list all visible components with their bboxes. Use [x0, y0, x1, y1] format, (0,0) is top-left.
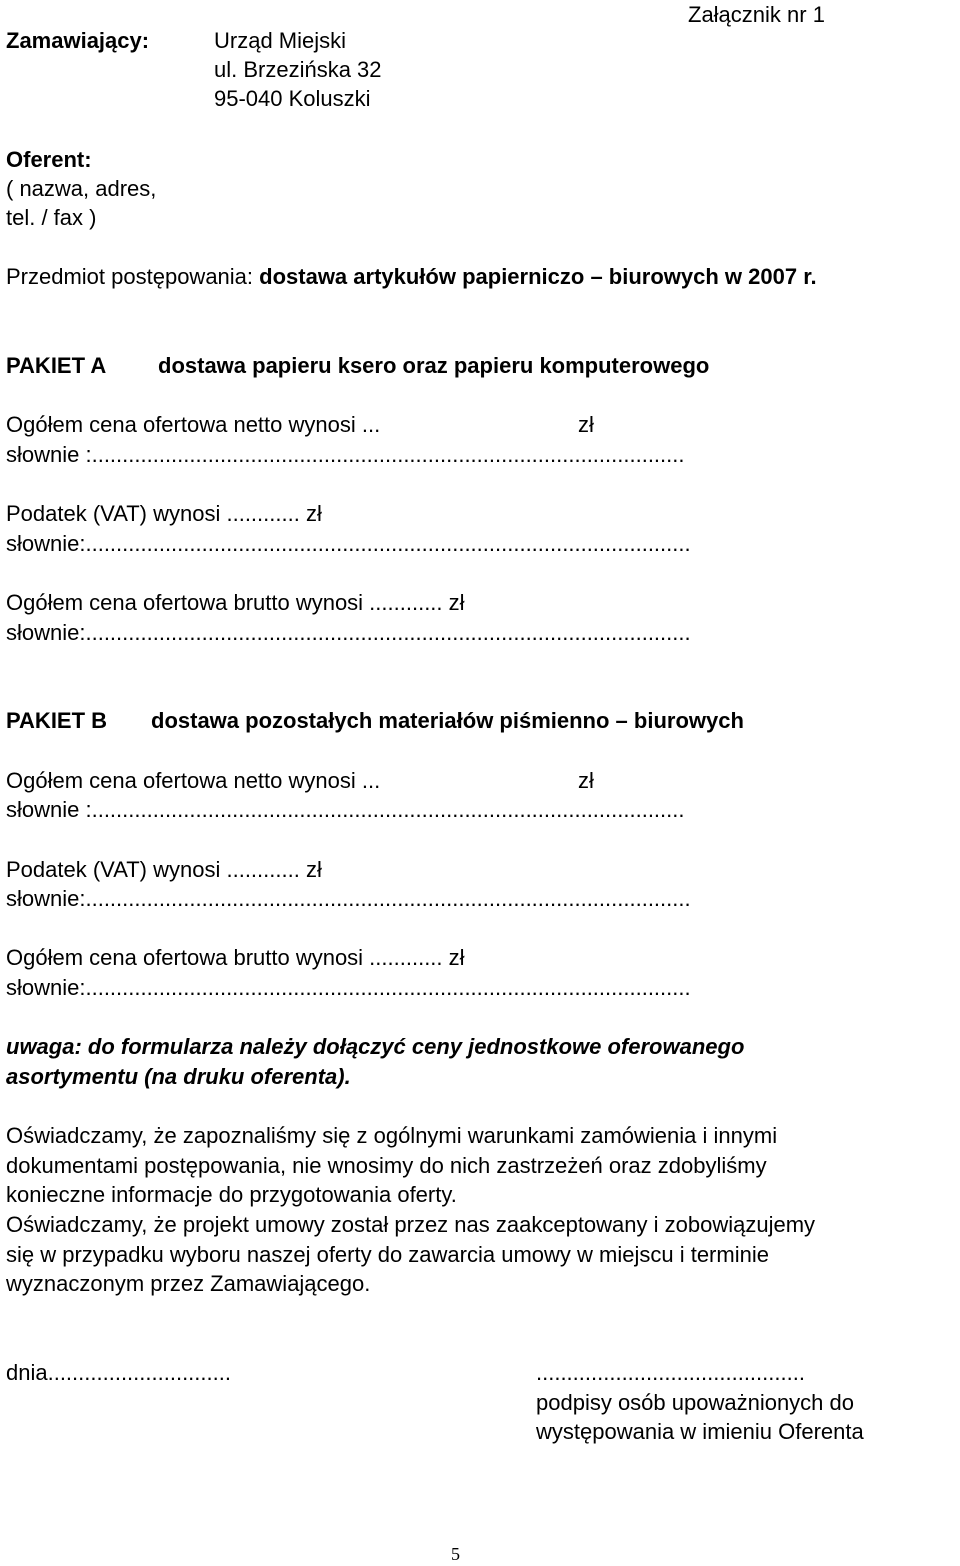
declaration-line-2: dokumentami postępowania, nie wnosimy do nich zastrzeżeń oraz zdobyliśmy — [6, 1153, 767, 1178]
package-b-brutto-line: Ogółem cena ofertowa brutto wynosi ............ zł — [6, 945, 465, 970]
package-b-netto-line: Ogółem cena ofertowa netto wynosi ... — [6, 768, 381, 793]
client-name: Urząd Miejski — [214, 28, 347, 53]
page-number: 5 — [451, 1544, 460, 1564]
bidder-hint-line-2: tel. / fax ) — [6, 205, 97, 230]
package-a-netto-line: Ogółem cena ofertowa netto wynosi ... — [6, 412, 381, 437]
package-b-vat-words: słownie:................................................................................................... — [6, 886, 691, 911]
bidder-label: Oferent: — [6, 147, 92, 172]
subject-value: dostawa artykułów papierniczo – biurowych w 2007 r. — [259, 264, 817, 289]
package-b-brutto-words: słownie:................................................................................................... — [6, 975, 691, 1000]
package-a-vat-words: słownie:................................................................................................... — [6, 531, 691, 556]
package-a-brutto-words: słownie:................................................................................................... — [6, 620, 691, 645]
signature-dots: ............................................ — [536, 1360, 805, 1385]
package-b-netto-unit: zł — [578, 768, 594, 793]
declaration-line-5: się w przypadku wyboru naszej oferty do zawarcia umowy w miejscu i terminie — [6, 1242, 769, 1267]
package-a-netto-words: słownie :................................................................................................. — [6, 442, 685, 467]
client-street: ul. Brzezińska 32 — [214, 57, 382, 82]
declaration-line-6: wyznaczonym przez Zamawiającego. — [6, 1271, 371, 1296]
date-field: dnia.............................. — [6, 1360, 231, 1385]
client-label: Zamawiający: — [6, 28, 150, 53]
package-b-title: dostawa pozostałych materiałów piśmienno – biurowych — [151, 708, 744, 733]
declaration-line-3: konieczne informacje do przygotowania oferty. — [6, 1182, 457, 1207]
note-line-1: uwaga: do formularza należy dołączyć ceny jednostkowe oferowanego — [6, 1034, 745, 1059]
package-b-label: PAKIET B — [6, 708, 108, 733]
package-b-vat-line: Podatek (VAT) wynosi ............ zł — [6, 857, 322, 882]
client-city: 95-040 Koluszki — [214, 86, 371, 111]
signature-caption-line-1: podpisy osób upoważnionych do — [536, 1390, 855, 1415]
subject-prefix: Przedmiot postępowania: — [6, 264, 260, 289]
declaration-line-4: Oświadczamy, że projekt umowy został przez nas zaakceptowany i zobowiązujemy — [6, 1212, 816, 1237]
package-a-label: PAKIET A — [6, 353, 107, 378]
note-line-2: asortymentu (na druku oferenta). — [6, 1064, 351, 1089]
package-a-vat-line: Podatek (VAT) wynosi ............ zł — [6, 501, 322, 526]
signature-caption-line-2: występowania w imieniu Oferenta — [536, 1419, 864, 1444]
package-a-title: dostawa papieru ksero oraz papieru komputerowego — [158, 353, 710, 378]
declaration-line-1: Oświadczamy, że zapoznaliśmy się z ogólnymi warunkami zamówienia i innymi — [6, 1123, 778, 1148]
package-b-netto-words: słownie :................................................................................................. — [6, 797, 685, 822]
subject-line — [6, 262, 817, 292]
bidder-hint-line-1: ( nazwa, adres, — [6, 176, 157, 201]
annex-number: Załącznik nr 1 — [688, 2, 825, 27]
package-a-netto-unit: zł — [578, 412, 594, 437]
package-a-brutto-line: Ogółem cena ofertowa brutto wynosi ............ zł — [6, 590, 465, 615]
